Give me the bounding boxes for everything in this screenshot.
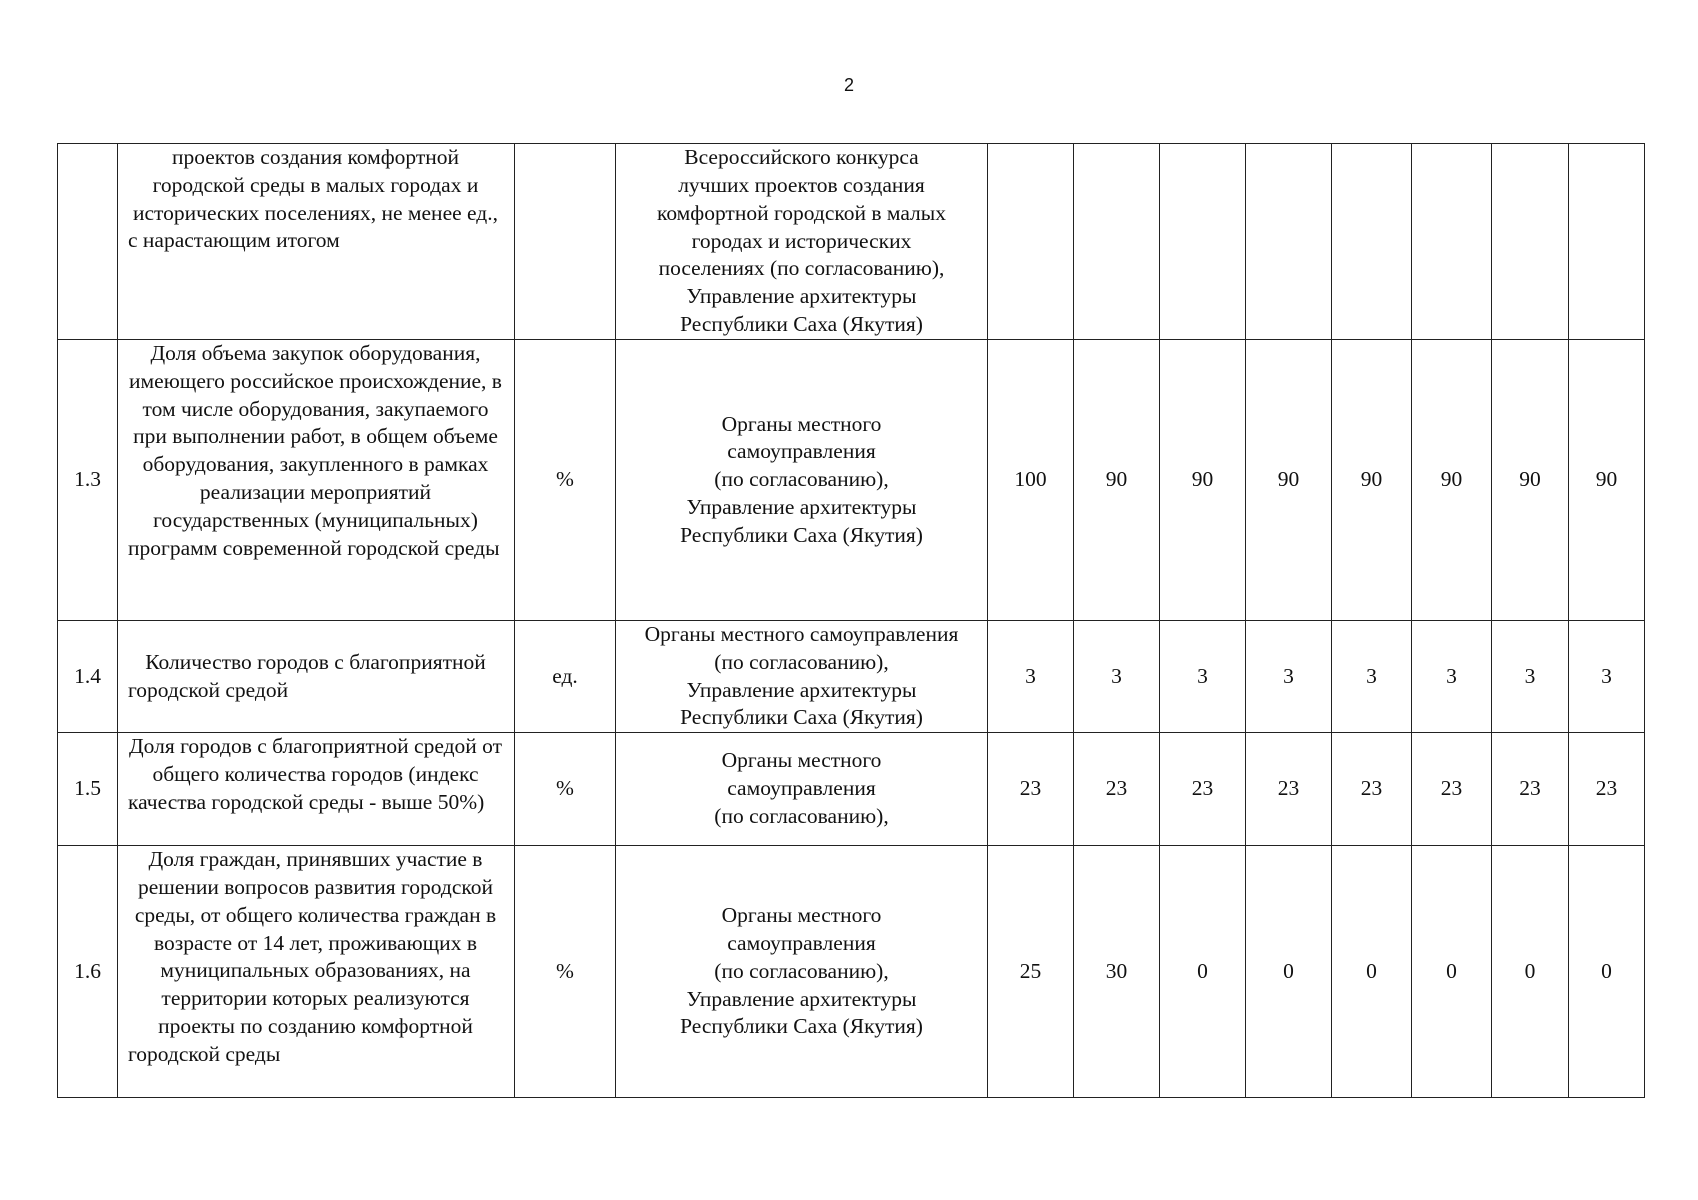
value-cell: 3 [1246,621,1332,733]
table-row [58,733,1645,846]
responsible-line: самоуправления [727,439,876,464]
responsible-line: комфортной городской в малых [656,200,946,225]
value-cell: 3 [1074,621,1160,733]
responsible-line: Республики Саха (Якутия) [680,1014,923,1039]
value-cell: 90 [1160,340,1246,621]
value-cell [988,144,1074,340]
responsible-cell [616,340,988,621]
value-cell: 23 [1332,733,1412,846]
value-cell [1412,144,1492,340]
responsible-line: Управление архитектуры [686,284,917,309]
indicator-name: Количество городов с благоприятной городской средой [118,621,515,733]
responsible-line: Органы местного [721,411,882,436]
responsible-line: (по согласованию), [714,958,889,983]
value-cell: 0 [1492,846,1569,1098]
value-cell [1332,144,1412,340]
responsible-line: лучших проектов создания [678,173,925,197]
responsible-line: (по согласованию), [714,804,889,829]
row-number: 1.4 [58,621,118,733]
responsible-line: самоуправления [727,776,876,801]
indicator-name: Доля объема закупок оборудования, имеющего российское происхождение, в том числе оборудования, закупаемого при выполнении работ, в общем объеме оборудования, закупленного в рамках реализации мероприятий государственных (муниципальных) программ современной городской среды [118,340,515,621]
value-cell: 100 [988,340,1074,621]
table-row [58,144,1645,340]
responsible-line: Управление архитектуры [686,986,917,1011]
responsible-line: Республики Саха (Якутия) [680,522,923,547]
value-cell: 3 [1332,621,1412,733]
responsible-cell [616,144,988,340]
value-cell: 0 [1246,846,1332,1098]
value-cell: 23 [1074,733,1160,846]
value-cell: 0 [1332,846,1412,1098]
responsible-line: поселениях (по согласованию), [658,256,945,281]
responsible-line: Республики Саха (Якутия) [680,311,923,336]
responsible-line: Органы местного [721,903,882,928]
value-cell: 3 [1492,621,1569,733]
table-row [58,846,1645,1098]
value-cell: 30 [1074,846,1160,1098]
value-cell [1492,144,1569,340]
table-row [58,621,1645,733]
indicator-name: Доля городов с благоприятной средой от общего количества городов (индекс качества городской среды - выше 50%) [118,733,515,846]
value-cell: 23 [1160,733,1246,846]
responsible-line: городах и исторических [691,228,912,253]
responsible-line: Органы местного [721,748,882,773]
responsible-cell [616,621,988,733]
value-cell [1160,144,1246,340]
value-cell: 90 [1569,340,1645,621]
value-cell: 0 [1160,846,1246,1098]
indicators-table [57,143,1645,1098]
responsible-line: Органы местного самоуправления [644,622,959,646]
unit-cell: % [515,733,616,846]
value-cell: 3 [988,621,1074,733]
row-number: 1.5 [58,733,118,846]
value-cell: 23 [988,733,1074,846]
unit-cell [515,144,616,340]
responsible-line: (по согласованию), [714,467,889,492]
responsible-cell [616,733,988,846]
row-number: 1.6 [58,846,118,1098]
unit-cell: % [515,846,616,1098]
responsible-cell [616,846,988,1098]
value-cell: 0 [1412,846,1492,1098]
value-cell: 90 [1412,340,1492,621]
value-cell: 90 [1074,340,1160,621]
value-cell: 23 [1246,733,1332,846]
value-cell: 0 [1569,846,1645,1098]
unit-cell: ед. [515,621,616,733]
responsible-line: Всероссийского конкурса [684,145,919,170]
page-number: 2 [843,75,854,95]
value-cell [1569,144,1645,340]
responsible-line: Республики Саха (Якутия) [680,705,923,730]
table-row [58,340,1645,621]
value-cell: 25 [988,846,1074,1098]
value-cell [1246,144,1332,340]
responsible-line: Управление архитектуры [686,677,917,702]
value-cell: 23 [1492,733,1569,846]
value-cell: 3 [1569,621,1645,733]
responsible-line: самоуправления [727,930,876,955]
row-number [58,144,118,340]
value-cell: 3 [1160,621,1246,733]
value-cell: 90 [1332,340,1412,621]
indicator-name: проектов создания комфортной городской среды в малых городах и исторических поселениях, не менее ед., с нарастающим итогом [118,144,515,340]
row-number: 1.3 [58,340,118,621]
value-cell: 23 [1412,733,1492,846]
value-cell [1074,144,1160,340]
value-cell: 90 [1492,340,1569,621]
unit-cell: % [515,340,616,621]
value-cell: 3 [1412,621,1492,733]
value-cell: 23 [1569,733,1645,846]
indicator-name: Доля граждан, принявших участие в решении вопросов развития городской среды, от общего количества граждан в возрасте от 14 лет, проживающих в муниципальных образованиях, на территории которых реализуются проекты по созданию комфортной городской среды [118,846,515,1098]
value-cell: 90 [1246,340,1332,621]
responsible-line: (по согласованию), [714,649,889,674]
responsible-line: Управление архитектуры [686,494,917,519]
